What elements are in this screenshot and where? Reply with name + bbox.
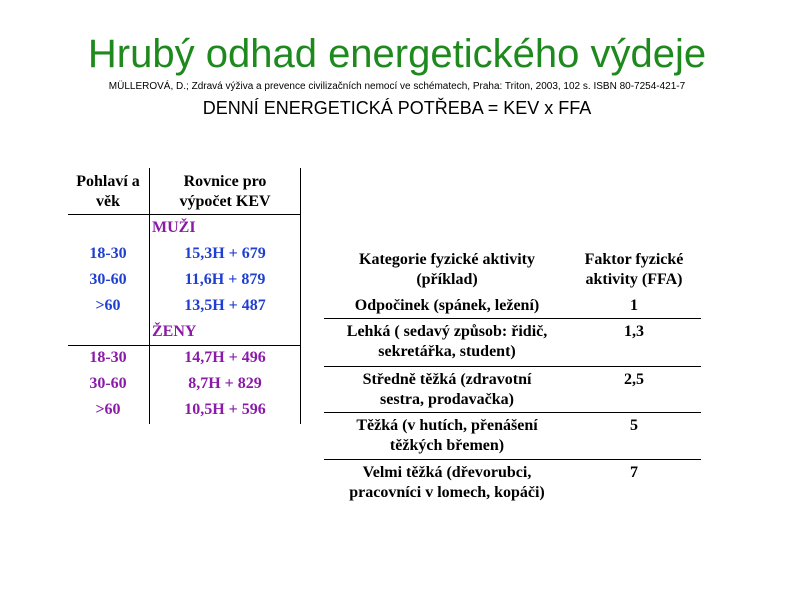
- header-factor: Faktor fyzické aktivity (FFA): [584, 251, 684, 288]
- women-label: ŽENY: [152, 323, 197, 340]
- header-gender-age: Pohlaví a věk: [76, 173, 140, 210]
- age-cell: 30-60: [89, 271, 127, 288]
- age-cell: >60: [95, 401, 121, 418]
- page-title: Hrubý odhad energetického výdeje: [87, 32, 707, 76]
- factor-cell: 2,5: [624, 371, 644, 388]
- category-cell: Odpočinek (spánek, ležení): [354, 297, 540, 314]
- category-cell: Těžká (v hutích, přenášení těžkých břemen): [356, 417, 538, 454]
- table-divider: [68, 214, 300, 215]
- age-cell: 18-30: [89, 245, 127, 262]
- equation-cell: 11,6H + 879: [184, 271, 266, 288]
- factor-cell: 5: [630, 417, 638, 434]
- table-divider: [324, 459, 701, 460]
- age-cell: 18-30: [89, 349, 127, 366]
- header-equation: Rovnice pro výpočet KEV: [179, 173, 271, 210]
- table-divider: [300, 168, 301, 424]
- equation-cell: 13,5H + 487: [184, 297, 266, 314]
- table-divider: [68, 345, 300, 346]
- category-cell: Lehká ( sedavý způsob: řidič, sekretářka, student): [346, 323, 548, 360]
- equation-cell: 15,3H + 679: [184, 245, 266, 262]
- factor-cell: 7: [630, 464, 638, 481]
- header-category: Kategorie fyzické aktivity (příklad): [359, 251, 535, 288]
- table-divider: [324, 318, 701, 319]
- equation-cell: 14,7H + 496: [184, 349, 266, 366]
- category-cell: Středně těžká (zdravotní sestra, prodavačka): [362, 371, 532, 408]
- equation-cell: 8,7H + 829: [188, 375, 262, 392]
- factor-cell: 1,3: [624, 323, 644, 340]
- age-cell: 30-60: [89, 375, 127, 392]
- category-cell: Velmi těžká (dřevorubci, pracovníci v lomech, kopáči): [349, 464, 545, 501]
- equation-cell: 10,5H + 596: [184, 401, 266, 418]
- age-cell: >60: [95, 297, 121, 314]
- men-label: MUŽI: [152, 219, 196, 236]
- table-divider: [324, 412, 701, 413]
- formula: DENNÍ ENERGETICKÁ POTŘEBA = KEV x FFA: [202, 98, 592, 118]
- citation: MÜLLEROVÁ, D.; Zdravá výživa a prevence civilizačních nemocí ve schématech, Praha: Triton, 2003, 102 s. ISBN 80-7254-421-7: [108, 81, 686, 92]
- factor-cell: 1: [630, 297, 638, 314]
- table-divider: [324, 366, 701, 367]
